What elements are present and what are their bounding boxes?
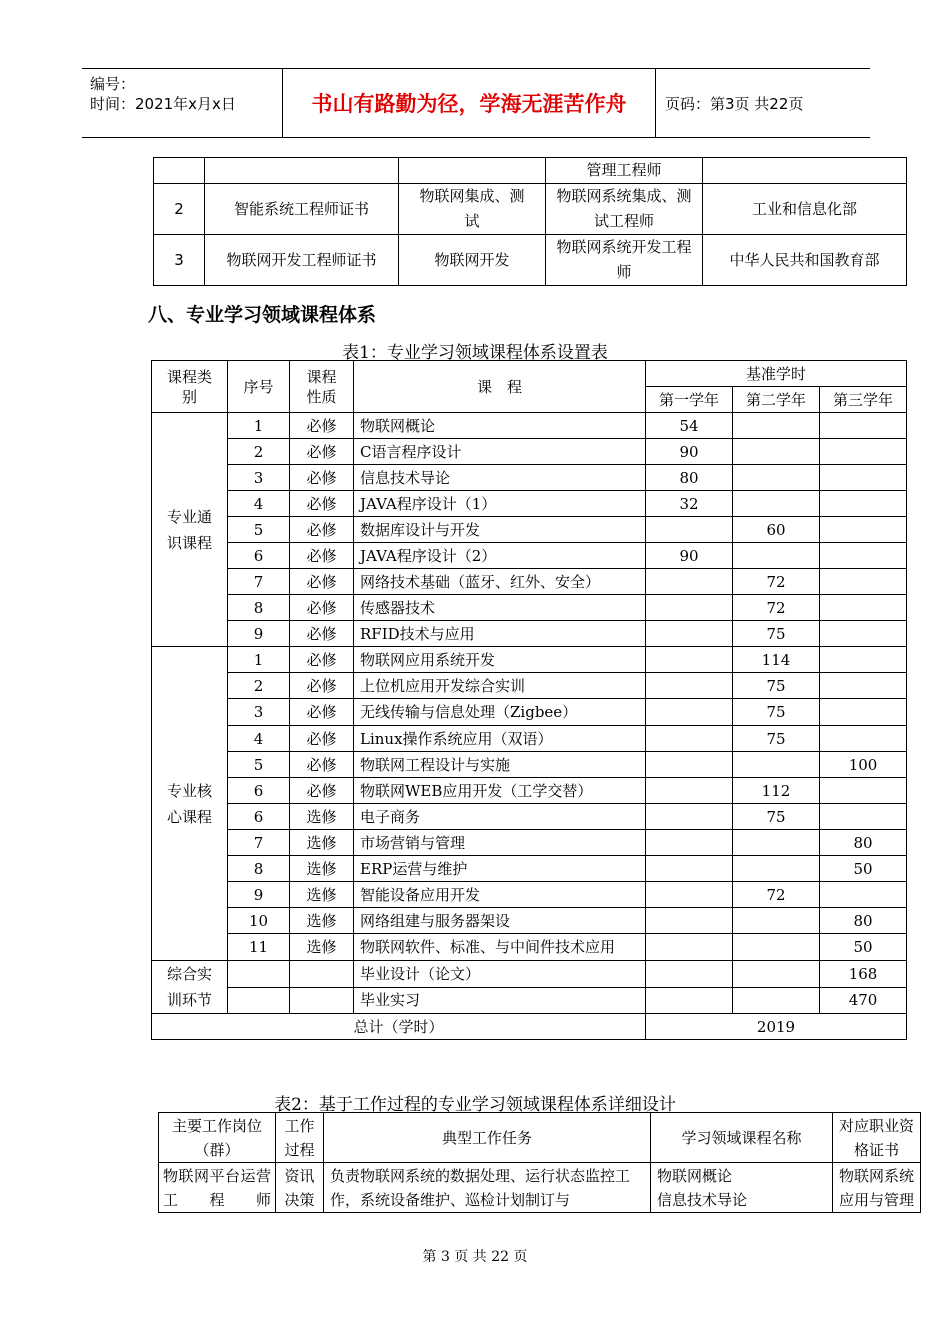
year2-cell: 60 xyxy=(733,517,820,543)
course-cell: 电子商务 xyxy=(354,804,646,830)
course-cell: 物联网工程设计与实施 xyxy=(354,752,646,778)
year3-cell: 80 xyxy=(820,830,907,856)
table-row xyxy=(152,465,907,491)
table-row xyxy=(154,235,907,286)
table-row xyxy=(152,726,907,752)
header-hours: 基准学时 xyxy=(646,361,907,387)
year2-cell: 75 xyxy=(733,621,820,647)
year2-cell xyxy=(733,987,820,1014)
time-label: 时间：2021年x月x日 xyxy=(90,95,236,113)
course-cell: 物联网软件、标准、与中间件技术应用 xyxy=(354,934,646,961)
header-course: 课 程 xyxy=(354,361,646,413)
courses-cell xyxy=(651,1163,833,1213)
cert-cell xyxy=(205,158,399,184)
year2-cell xyxy=(733,961,820,988)
no-cell: 8 xyxy=(228,595,290,621)
course-cell: JAVA程序设计（1） xyxy=(354,491,646,517)
no-cell: 8 xyxy=(228,856,290,882)
total-value: 2019 xyxy=(646,1014,907,1040)
table-row xyxy=(152,439,907,465)
no-cell: 1 xyxy=(228,647,290,673)
year2-cell xyxy=(733,830,820,856)
table2-caption: 表2：基于工作过程的专业学习领域课程体系详细设计 xyxy=(274,1095,676,1115)
course-name: 信息技术导论 xyxy=(657,1190,748,1209)
total-row xyxy=(152,1014,907,1040)
table-row xyxy=(152,517,907,543)
nature-cell xyxy=(290,961,354,988)
certificate-table xyxy=(153,157,907,286)
year1-cell xyxy=(646,673,733,699)
no-cell xyxy=(228,961,290,988)
header-nature: 课程性质 xyxy=(290,361,354,413)
table-row xyxy=(159,1163,921,1213)
year1-cell xyxy=(646,752,733,778)
header-motto: 书山有路勤为径，学海无涯苦作舟 xyxy=(282,69,656,137)
nature-cell: 选修 xyxy=(290,856,354,882)
year3-cell xyxy=(820,439,907,465)
table-row xyxy=(152,569,907,595)
year3-cell xyxy=(820,491,907,517)
nature-cell: 必修 xyxy=(290,699,354,726)
course-cell: 物联网概论 xyxy=(354,413,646,439)
no-cell: 6 xyxy=(228,804,290,830)
year1-cell xyxy=(646,882,733,908)
no-cell: 6 xyxy=(228,778,290,804)
table-row xyxy=(152,621,907,647)
nature-cell: 选修 xyxy=(290,804,354,830)
year2-cell: 75 xyxy=(733,699,820,726)
year3-cell: 50 xyxy=(820,934,907,961)
cert-cell xyxy=(703,158,907,184)
course-cell: 毕业实习 xyxy=(354,987,646,1014)
nature-cell: 必修 xyxy=(290,413,354,439)
course-cell: 智能设备应用开发 xyxy=(354,882,646,908)
no-cell: 3 xyxy=(228,699,290,726)
nature-cell: 必修 xyxy=(290,569,354,595)
no-cell: 9 xyxy=(228,882,290,908)
year3-cell xyxy=(820,647,907,673)
no-cell: 9 xyxy=(228,621,290,647)
nature-cell: 必修 xyxy=(290,647,354,673)
header-no: 序号 xyxy=(228,361,290,413)
header-cert: 对应职业资格证书 xyxy=(833,1113,921,1163)
year2-cell xyxy=(733,908,820,934)
process-cell: 资讯决策 xyxy=(276,1163,324,1213)
year2-cell xyxy=(733,465,820,491)
year2-cell: 72 xyxy=(733,595,820,621)
year1-cell: 32 xyxy=(646,491,733,517)
course-cell: 物联网应用系统开发 xyxy=(354,647,646,673)
course-cell: 网络组建与服务器架设 xyxy=(354,908,646,934)
year3-cell xyxy=(820,517,907,543)
table-row xyxy=(154,184,907,235)
table-row xyxy=(152,934,907,961)
course-cell: 传感器技术 xyxy=(354,595,646,621)
cert-cell: 物联网系统应用与管理 xyxy=(833,1163,921,1213)
year2-cell xyxy=(733,856,820,882)
serial-label: 编号： xyxy=(90,75,136,93)
no-cell: 4 xyxy=(228,726,290,752)
year3-cell xyxy=(820,543,907,569)
cert-cell: 物联网系统开发工程师 xyxy=(546,235,703,286)
year1-cell xyxy=(646,961,733,988)
course-cell: 信息技术导论 xyxy=(354,465,646,491)
nature-cell: 必修 xyxy=(290,726,354,752)
no-cell: 11 xyxy=(228,934,290,961)
header-year1: 第一学年 xyxy=(646,387,733,413)
header-meta xyxy=(82,69,282,137)
no-cell: 7 xyxy=(228,830,290,856)
header-year2: 第二学年 xyxy=(733,387,820,413)
cert-cell xyxy=(399,158,546,184)
year2-cell: 75 xyxy=(733,804,820,830)
cert-cell xyxy=(154,158,205,184)
course-cell: ERP运营与维护 xyxy=(354,856,646,882)
year3-cell xyxy=(820,778,907,804)
no-cell: 5 xyxy=(228,752,290,778)
year3-cell: 80 xyxy=(820,908,907,934)
table-row xyxy=(152,673,907,699)
header-year3: 第三学年 xyxy=(820,387,907,413)
table-row xyxy=(152,804,907,830)
post-cell: 物联网平台运营工程师 xyxy=(159,1163,276,1213)
table-header-row xyxy=(159,1113,921,1163)
table-row xyxy=(152,699,907,726)
year1-cell xyxy=(646,647,733,673)
no-cell: 6 xyxy=(228,543,290,569)
table-row xyxy=(152,908,907,934)
course-system-table xyxy=(151,360,907,1040)
course-cell: 数据库设计与开发 xyxy=(354,517,646,543)
cert-cell: 中华人民共和国教育部 xyxy=(703,235,907,286)
table-row xyxy=(154,158,907,184)
table-row xyxy=(152,856,907,882)
year3-cell xyxy=(820,413,907,439)
table-row xyxy=(152,413,907,439)
course-name: 物联网概论 xyxy=(657,1166,733,1185)
no-cell xyxy=(228,987,290,1014)
cert-cell: 物联网开发工程师证书 xyxy=(205,235,399,286)
year1-cell: 54 xyxy=(646,413,733,439)
year2-cell xyxy=(733,934,820,961)
course-cell: 网络技术基础（蓝牙、红外、安全） xyxy=(354,569,646,595)
year3-cell xyxy=(820,726,907,752)
year2-cell: 75 xyxy=(733,726,820,752)
year3-cell: 168 xyxy=(820,961,907,988)
nature-cell: 选修 xyxy=(290,908,354,934)
nature-cell: 必修 xyxy=(290,517,354,543)
course-cell: JAVA程序设计（2） xyxy=(354,543,646,569)
year1-cell xyxy=(646,804,733,830)
course-cell: 无线传输与信息处理（Zigbee） xyxy=(354,699,646,726)
header-task: 典型工作任务 xyxy=(324,1113,651,1163)
course-cell: C语言程序设计 xyxy=(354,439,646,465)
year1-cell xyxy=(646,778,733,804)
category-cell: 综合实训环节 xyxy=(152,961,228,1014)
header-page-label: 页码：第3页 共22页 xyxy=(665,94,804,113)
nature-cell: 必修 xyxy=(290,439,354,465)
year2-cell: 112 xyxy=(733,778,820,804)
year3-cell xyxy=(820,621,907,647)
cert-cell: 物联网系统集成、测试工程师 xyxy=(546,184,703,235)
table-header-row xyxy=(152,361,907,387)
table-row xyxy=(152,752,907,778)
section-title: 八、专业学习领域课程体系 xyxy=(148,304,377,326)
year1-cell xyxy=(646,934,733,961)
nature-cell: 必修 xyxy=(290,673,354,699)
header-category: 课程类别 xyxy=(152,361,228,413)
year2-cell: 75 xyxy=(733,673,820,699)
year1-cell xyxy=(646,699,733,726)
page-footer: 第 3 页 共 22 页 xyxy=(422,1249,528,1265)
year1-cell xyxy=(646,621,733,647)
no-cell: 7 xyxy=(228,569,290,595)
header-courses: 学习领域课程名称 xyxy=(651,1113,833,1163)
year3-cell xyxy=(820,804,907,830)
year1-cell xyxy=(646,517,733,543)
year1-cell xyxy=(646,595,733,621)
table1-caption: 表1：专业学习领域课程体系设置表 xyxy=(342,343,608,363)
year1-cell: 90 xyxy=(646,439,733,465)
year2-cell xyxy=(733,491,820,517)
table-row xyxy=(152,595,907,621)
year2-cell xyxy=(733,543,820,569)
year2-cell xyxy=(733,752,820,778)
year3-cell xyxy=(820,699,907,726)
no-cell: 4 xyxy=(228,491,290,517)
year1-cell xyxy=(646,987,733,1014)
nature-cell: 必修 xyxy=(290,465,354,491)
no-cell: 10 xyxy=(228,908,290,934)
nature-cell: 必修 xyxy=(290,621,354,647)
cert-cell: 物联网集成、测试 xyxy=(399,184,546,235)
year3-cell: 50 xyxy=(820,856,907,882)
table-row xyxy=(152,543,907,569)
course-cell: Linux操作系统应用（双语） xyxy=(354,726,646,752)
no-cell: 2 xyxy=(228,673,290,699)
table-row xyxy=(152,961,907,988)
category-cell: 专业通识课程 xyxy=(152,413,228,647)
year2-cell xyxy=(733,439,820,465)
nature-cell: 必修 xyxy=(290,778,354,804)
no-cell: 1 xyxy=(228,413,290,439)
course-rows xyxy=(152,413,907,1014)
total-label: 总计（学时） xyxy=(152,1014,646,1040)
work-process-table xyxy=(158,1112,921,1213)
cert-cell: 工业和信息化部 xyxy=(703,184,907,235)
year3-cell: 470 xyxy=(820,987,907,1014)
table-row xyxy=(152,647,907,673)
course-cell: 毕业设计（论文） xyxy=(354,961,646,988)
year1-cell xyxy=(646,908,733,934)
cert-cell: 物联网开发 xyxy=(399,235,546,286)
nature-cell: 必修 xyxy=(290,543,354,569)
year1-cell xyxy=(646,569,733,595)
nature-cell: 必修 xyxy=(290,752,354,778)
year3-cell xyxy=(820,882,907,908)
year1-cell: 80 xyxy=(646,465,733,491)
task-cell: 负责物联网系统的数据处理、运行状态监控工作，系统设备维护、巡检计划制订与 xyxy=(324,1163,651,1213)
year3-cell xyxy=(820,673,907,699)
nature-cell: 选修 xyxy=(290,830,354,856)
table-row xyxy=(152,987,907,1014)
year1-cell xyxy=(646,856,733,882)
cert-cell: 管理工程师 xyxy=(546,158,703,184)
page-header xyxy=(82,68,870,138)
year2-cell: 72 xyxy=(733,569,820,595)
year3-cell: 100 xyxy=(820,752,907,778)
nature-cell: 选修 xyxy=(290,882,354,908)
course-cell: 物联网WEB应用开发（工学交替） xyxy=(354,778,646,804)
no-cell: 5 xyxy=(228,517,290,543)
nature-cell: 必修 xyxy=(290,491,354,517)
table-row xyxy=(152,778,907,804)
header-process: 工作过程 xyxy=(276,1113,324,1163)
nature-cell xyxy=(290,987,354,1014)
table-row xyxy=(152,882,907,908)
course-cell: 市场营销与管理 xyxy=(354,830,646,856)
course-cell: RFID技术与应用 xyxy=(354,621,646,647)
no-cell: 3 xyxy=(228,465,290,491)
year2-cell xyxy=(733,413,820,439)
year2-cell: 114 xyxy=(733,647,820,673)
year3-cell xyxy=(820,595,907,621)
no-cell: 2 xyxy=(228,439,290,465)
nature-cell: 必修 xyxy=(290,595,354,621)
cert-cell: 智能系统工程师证书 xyxy=(205,184,399,235)
table-row xyxy=(152,491,907,517)
year1-cell: 90 xyxy=(646,543,733,569)
year3-cell xyxy=(820,465,907,491)
year2-cell: 72 xyxy=(733,882,820,908)
course-cell: 上位机应用开发综合实训 xyxy=(354,673,646,699)
header-post: 主要工作岗位（群） xyxy=(159,1113,276,1163)
year1-cell xyxy=(646,830,733,856)
table-row xyxy=(152,830,907,856)
cert-cell: 2 xyxy=(154,184,205,235)
category-cell: 专业核心课程 xyxy=(152,647,228,961)
year1-cell xyxy=(646,726,733,752)
cert-cell: 3 xyxy=(154,235,205,286)
year3-cell xyxy=(820,569,907,595)
nature-cell: 选修 xyxy=(290,934,354,961)
